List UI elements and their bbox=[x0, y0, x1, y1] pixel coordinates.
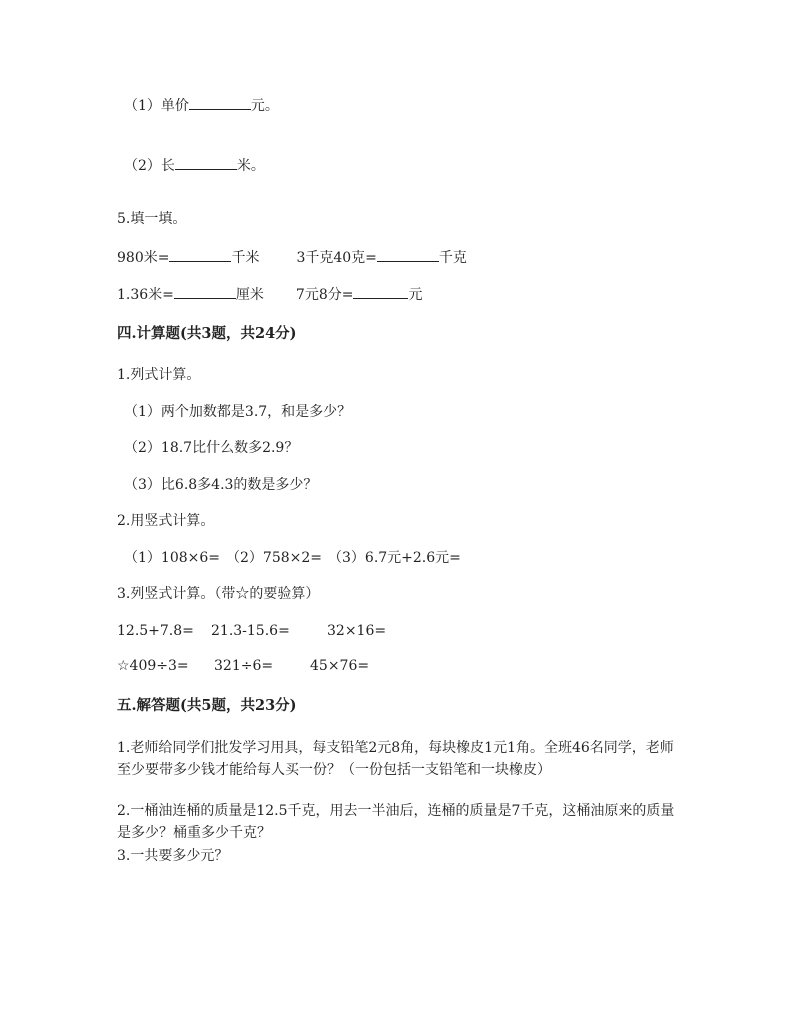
s4-q3-row-1 bbox=[117, 622, 386, 640]
q5-row-2 bbox=[117, 284, 422, 304]
s4-q2-items bbox=[124, 549, 461, 567]
length-question bbox=[124, 155, 265, 175]
s4-q3-expr: 45×76= bbox=[310, 658, 370, 674]
s4-q1-item: （1）两个加数都是3.7，和是多少？ bbox=[124, 404, 352, 420]
s5-q2-text: 2.一桶油连桶的质量是12.5千克，用去一半油后，连桶的质量是7千克，这桶油原来的质量是多少？桶重多少千克？ bbox=[117, 803, 675, 841]
answer-blank[interactable] bbox=[174, 284, 236, 299]
length-suffix: 米。 bbox=[236, 158, 265, 174]
conversion-suffix: 元 bbox=[408, 287, 423, 303]
conversion-suffix: 厘米 bbox=[235, 287, 264, 303]
s4-q3-expr: 12.5+7.8= bbox=[117, 623, 194, 639]
s4-q3-expr: 321÷6= bbox=[214, 658, 274, 674]
conversion-prefix: 7元8分= bbox=[295, 287, 354, 303]
s5-q3-text: 3.一共要多少元？ bbox=[117, 848, 229, 864]
unit-price-question bbox=[124, 95, 279, 115]
s4-q3-expr: ☆409÷3= bbox=[117, 658, 189, 674]
conversion-suffix: 千米 bbox=[231, 250, 260, 266]
answer-blank[interactable] bbox=[169, 247, 231, 262]
s4-q2-item: （3）6.7元+2.6元= bbox=[328, 550, 461, 566]
s4-q2-title: 2.用竖式计算。 bbox=[117, 513, 215, 529]
s4-q1-item: （2）18.7比什么数多2.9？ bbox=[124, 440, 299, 456]
q5-title: 5.填一填。 bbox=[117, 211, 187, 227]
q5-row-1 bbox=[117, 247, 467, 267]
section-5-heading: 五.解答题(共5题，共23分) bbox=[117, 697, 297, 714]
answer-blank[interactable] bbox=[189, 95, 251, 110]
answer-blank[interactable] bbox=[175, 155, 237, 170]
s5-q1-text: 1.老师给同学们批发学习用具，每支铅笔2元8角，每块橡皮1元1角。全班46名同学，老师至少要带多少钱才能给每人买一份？（一份包括一支铅笔和一块橡皮） bbox=[117, 740, 674, 778]
conversion-suffix: 千克 bbox=[438, 250, 467, 266]
section-4-heading: 四.计算题(共3题，共24分) bbox=[117, 325, 297, 342]
unit-price-suffix: 元。 bbox=[250, 98, 279, 114]
unit-price-prefix: （1）单价 bbox=[124, 98, 189, 114]
length-prefix: （2）长 bbox=[124, 158, 175, 174]
s4-q3-expr: 21.3-15.6= bbox=[211, 623, 290, 639]
answer-blank[interactable] bbox=[353, 284, 408, 299]
s4-q1-title: 1.列式计算。 bbox=[117, 367, 201, 383]
conversion-prefix: 1.36米= bbox=[117, 287, 174, 303]
s4-q1-item: （3）比6.8多4.3的数是多少？ bbox=[124, 477, 318, 493]
conversion-prefix: 3千克40克= bbox=[296, 250, 377, 266]
conversion-prefix: 980米= bbox=[117, 250, 170, 266]
s4-q3-expr: 32×16= bbox=[327, 623, 387, 639]
s4-q3-row-2 bbox=[117, 657, 369, 675]
s4-q2-item: （2）758×2= bbox=[226, 550, 322, 566]
s4-q3-title: 3.列竖式计算。（带☆的要验算） bbox=[117, 586, 320, 602]
answer-blank[interactable] bbox=[377, 247, 439, 262]
s4-q2-item: （1）108×6= bbox=[124, 550, 220, 566]
